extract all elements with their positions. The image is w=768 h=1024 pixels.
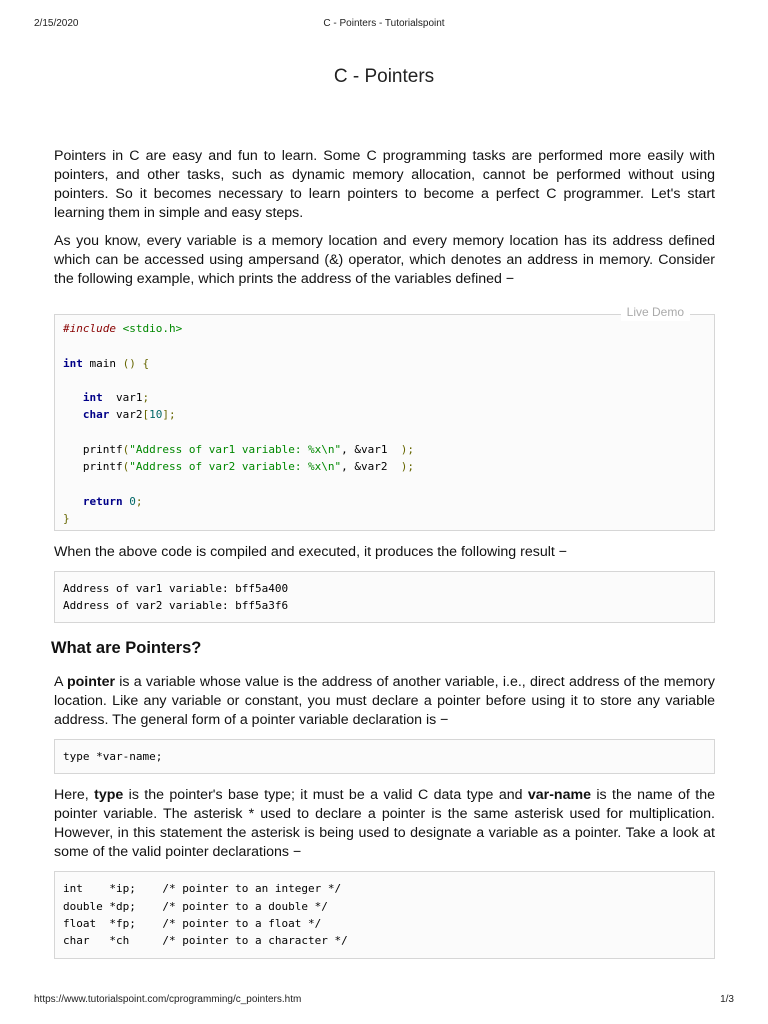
pointer-definition: A pointer is a variable whose value is the address of another variable, i.e., direct address of the memory location. Like any variable or constant, you must declare a pointer before using it to store any variable address. The general form of a pointer variable declaration is − bbox=[54, 674, 715, 729]
print-url: https://www.tutorialspoint.com/cprogramming/c_pointers.htm bbox=[34, 994, 302, 1005]
declaration-syntax-block: type *var-name; bbox=[54, 739, 715, 774]
article-content bbox=[51, 147, 715, 971]
explanation-paragraph: Here, type is the pointer's base type; it must be a valid C data type and var-name is the name of the pointer variable. The asterisk * used to declare a pointer is the same asterisk used for multiplication. However, in this statement the asterisk is being used to designate a variable as a pointer. Take a look at some of the valid pointer declarations − bbox=[54, 787, 715, 861]
page-title: C - Pointers bbox=[333, 66, 435, 87]
declaration-line: int *ip; /* pointer to an integer */ bbox=[63, 882, 342, 896]
declaration-line: double *dp; /* pointer to a double */ bbox=[63, 899, 328, 913]
intro-paragraph: Pointers in C are easy and fun to learn. Some C programming tasks are performed more easily with pointers, and other tasks, such as dynamic memory allocation, cannot be performed without using pointers. So it becomes necessary to learn pointers to become a perfect C programmer. Let's start learning them in simple and easy steps. bbox=[54, 148, 715, 221]
print-page-title: C - Pointers - Tutorialspoint bbox=[323, 18, 445, 29]
result-intro: When the above code is compiled and executed, it produces the following result − bbox=[54, 543, 568, 560]
live-demo-link[interactable]: Live Demo bbox=[621, 304, 690, 321]
declaration-line: float *fp; /* pointer to a float */ bbox=[63, 917, 322, 931]
print-date: 2/15/2020 bbox=[34, 18, 79, 29]
output-block bbox=[54, 571, 715, 624]
output-line: Address of var1 variable: bff5a400 bbox=[63, 581, 289, 595]
section-heading: What are Pointers? bbox=[51, 639, 202, 658]
term-var-name: var-name bbox=[527, 787, 591, 804]
print-page-number: 1/3 bbox=[720, 994, 734, 1005]
output-line: Address of var2 variable: bff5a3f6 bbox=[63, 598, 289, 612]
declarations-block bbox=[54, 871, 715, 958]
declaration-line: char *ch /* pointer to a character */ bbox=[63, 934, 348, 948]
address-paragraph: As you know, every variable is a memory location and every memory location has its address defined which can be accessed using ampersand (&) operator, which denotes an address in memory. Consider the following example, which prints the address of the variables defined − bbox=[54, 233, 715, 287]
term-pointer: pointer bbox=[66, 674, 116, 691]
term-type: type bbox=[94, 787, 124, 804]
example-code-block: Live Demo #include <stdio.h> int main () { int var1; char var2[10]; printf("Address of var1 variable: %x\n", &var1 ); printf("Address of var2 variable: %x\n", &var2 ); return 0; } bbox=[54, 314, 715, 531]
